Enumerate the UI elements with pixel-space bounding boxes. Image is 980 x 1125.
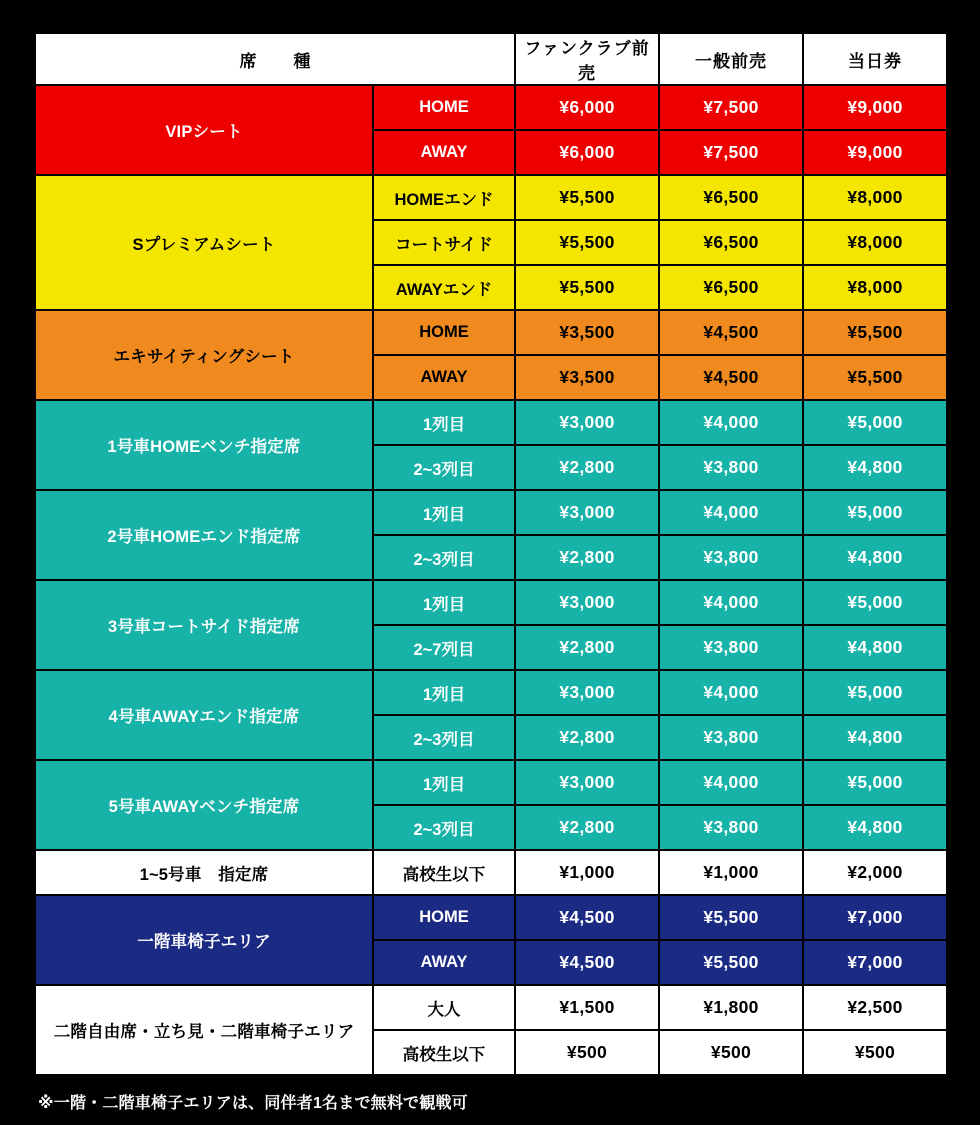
seat-subtype-cell: HOME — [373, 85, 515, 130]
price-cell-fanclub: ¥3,000 — [515, 400, 659, 445]
price-cell-sameday: ¥5,500 — [803, 310, 947, 355]
seat-subtype-cell: 高校生以下 — [373, 1030, 515, 1075]
seat-subtype-cell: コートサイド — [373, 220, 515, 265]
price-cell-general: ¥4,000 — [659, 490, 803, 535]
seat-subtype-cell: 2~3列目 — [373, 715, 515, 760]
table-row — [35, 895, 947, 940]
seat-type-cell: エキサイティングシート — [35, 310, 373, 400]
price-cell-sameday: ¥4,800 — [803, 535, 947, 580]
price-cell-fanclub: ¥6,000 — [515, 130, 659, 175]
price-cell-general: ¥7,500 — [659, 130, 803, 175]
price-cell-sameday: ¥4,800 — [803, 805, 947, 850]
seat-type-cell: VIPシート — [35, 85, 373, 175]
price-cell-general: ¥4,000 — [659, 580, 803, 625]
table-row — [35, 310, 947, 355]
column-header-seat-type: 席 種 — [35, 33, 515, 85]
column-header-general-advance: 一般前売 — [659, 33, 803, 85]
price-cell-fanclub: ¥3,500 — [515, 355, 659, 400]
price-cell-fanclub: ¥1,000 — [515, 850, 659, 895]
price-cell-fanclub: ¥5,500 — [515, 265, 659, 310]
seat-subtype-cell: 1列目 — [373, 670, 515, 715]
seat-subtype-cell: 高校生以下 — [373, 850, 515, 895]
price-cell-general: ¥4,000 — [659, 760, 803, 805]
price-cell-general: ¥6,500 — [659, 175, 803, 220]
price-cell-general: ¥3,800 — [659, 625, 803, 670]
seat-subtype-cell: 大人 — [373, 985, 515, 1030]
seat-type-cell: 二階自由席・立ち見・二階車椅子エリア — [35, 985, 373, 1075]
price-cell-general: ¥4,500 — [659, 310, 803, 355]
price-cell-general: ¥4,000 — [659, 400, 803, 445]
price-cell-general: ¥1,000 — [659, 850, 803, 895]
seat-subtype-cell: AWAY — [373, 355, 515, 400]
table-header-row — [35, 33, 947, 85]
table-row — [35, 85, 947, 130]
column-header-fanclub-advance: ファンクラブ前売 — [515, 33, 659, 85]
table-header — [35, 33, 947, 85]
seat-subtype-cell: 2~3列目 — [373, 535, 515, 580]
price-cell-sameday: ¥5,000 — [803, 400, 947, 445]
footnote: ※一階・二階車椅子エリアは、同伴者1名まで無料で観戦可 — [38, 1095, 468, 1112]
table-row — [35, 985, 947, 1030]
price-cell-sameday: ¥5,000 — [803, 760, 947, 805]
price-cell-fanclub: ¥500 — [515, 1030, 659, 1075]
seat-subtype-cell: HOMEエンド — [373, 175, 515, 220]
price-cell-sameday: ¥2,000 — [803, 850, 947, 895]
seat-subtype-cell: 1列目 — [373, 580, 515, 625]
price-cell-fanclub: ¥2,800 — [515, 805, 659, 850]
price-cell-sameday: ¥5,000 — [803, 670, 947, 715]
price-cell-general: ¥6,500 — [659, 265, 803, 310]
column-header-same-day: 当日券 — [803, 33, 947, 85]
price-cell-general: ¥1,800 — [659, 985, 803, 1030]
price-cell-fanclub: ¥3,000 — [515, 580, 659, 625]
seat-type-cell: 一階車椅子エリア — [35, 895, 373, 985]
price-cell-fanclub: ¥4,500 — [515, 895, 659, 940]
price-cell-sameday: ¥4,800 — [803, 715, 947, 760]
price-cell-fanclub: ¥3,500 — [515, 310, 659, 355]
price-cell-sameday: ¥5,500 — [803, 355, 947, 400]
seat-subtype-cell: HOME — [373, 310, 515, 355]
seat-type-cell: 1号車HOMEベンチ指定席 — [35, 400, 373, 490]
price-cell-fanclub: ¥6,000 — [515, 85, 659, 130]
seat-subtype-cell: 1列目 — [373, 760, 515, 805]
seat-subtype-cell: AWAY — [373, 130, 515, 175]
price-cell-fanclub: ¥2,800 — [515, 535, 659, 580]
price-cell-general: ¥5,500 — [659, 940, 803, 985]
table-row — [35, 760, 947, 805]
table-row — [35, 400, 947, 445]
seat-type-cell: 5号車AWAYベンチ指定席 — [35, 760, 373, 850]
price-cell-sameday: ¥5,000 — [803, 490, 947, 535]
price-cell-sameday: ¥9,000 — [803, 130, 947, 175]
price-cell-fanclub: ¥5,500 — [515, 220, 659, 265]
seat-subtype-cell: 2~7列目 — [373, 625, 515, 670]
seat-type-cell: 3号車コートサイド指定席 — [35, 580, 373, 670]
seat-subtype-cell: 1列目 — [373, 490, 515, 535]
price-cell-fanclub: ¥2,800 — [515, 445, 659, 490]
table-row — [35, 670, 947, 715]
table-row — [35, 580, 947, 625]
seat-subtype-cell: 2~3列目 — [373, 805, 515, 850]
price-cell-sameday: ¥4,800 — [803, 445, 947, 490]
price-cell-general: ¥3,800 — [659, 805, 803, 850]
price-cell-general: ¥6,500 — [659, 220, 803, 265]
price-cell-sameday: ¥8,000 — [803, 265, 947, 310]
price-cell-fanclub: ¥4,500 — [515, 940, 659, 985]
price-cell-sameday: ¥5,000 — [803, 580, 947, 625]
price-cell-general: ¥7,500 — [659, 85, 803, 130]
price-cell-sameday: ¥7,000 — [803, 940, 947, 985]
price-cell-sameday: ¥2,500 — [803, 985, 947, 1030]
table-body — [35, 85, 947, 1075]
table-row — [35, 490, 947, 535]
price-cell-fanclub: ¥3,000 — [515, 760, 659, 805]
price-cell-general: ¥500 — [659, 1030, 803, 1075]
price-cell-fanclub: ¥5,500 — [515, 175, 659, 220]
ticket-price-table — [34, 32, 948, 1076]
table-row — [35, 850, 947, 895]
price-cell-sameday: ¥8,000 — [803, 175, 947, 220]
price-cell-sameday: ¥7,000 — [803, 895, 947, 940]
seat-subtype-cell: AWAYエンド — [373, 265, 515, 310]
seat-type-cell: 1~5号車 指定席 — [35, 850, 373, 895]
price-cell-fanclub: ¥3,000 — [515, 670, 659, 715]
price-cell-sameday: ¥9,000 — [803, 85, 947, 130]
seat-subtype-cell: 1列目 — [373, 400, 515, 445]
price-cell-general: ¥5,500 — [659, 895, 803, 940]
seat-subtype-cell: 2~3列目 — [373, 445, 515, 490]
table-row — [35, 175, 947, 220]
seat-subtype-cell: HOME — [373, 895, 515, 940]
seat-type-cell: 4号車AWAYエンド指定席 — [35, 670, 373, 760]
seat-type-cell: 2号車HOMEエンド指定席 — [35, 490, 373, 580]
price-cell-general: ¥4,000 — [659, 670, 803, 715]
price-cell-general: ¥4,500 — [659, 355, 803, 400]
seat-type-cell: Sプレミアムシート — [35, 175, 373, 310]
price-cell-fanclub: ¥1,500 — [515, 985, 659, 1030]
price-cell-fanclub: ¥2,800 — [515, 715, 659, 760]
price-cell-general: ¥3,800 — [659, 715, 803, 760]
price-cell-sameday: ¥500 — [803, 1030, 947, 1075]
price-cell-general: ¥3,800 — [659, 535, 803, 580]
price-cell-sameday: ¥8,000 — [803, 220, 947, 265]
price-cell-general: ¥3,800 — [659, 445, 803, 490]
seat-subtype-cell: AWAY — [373, 940, 515, 985]
price-cell-fanclub: ¥3,000 — [515, 490, 659, 535]
price-cell-fanclub: ¥2,800 — [515, 625, 659, 670]
price-cell-sameday: ¥4,800 — [803, 625, 947, 670]
